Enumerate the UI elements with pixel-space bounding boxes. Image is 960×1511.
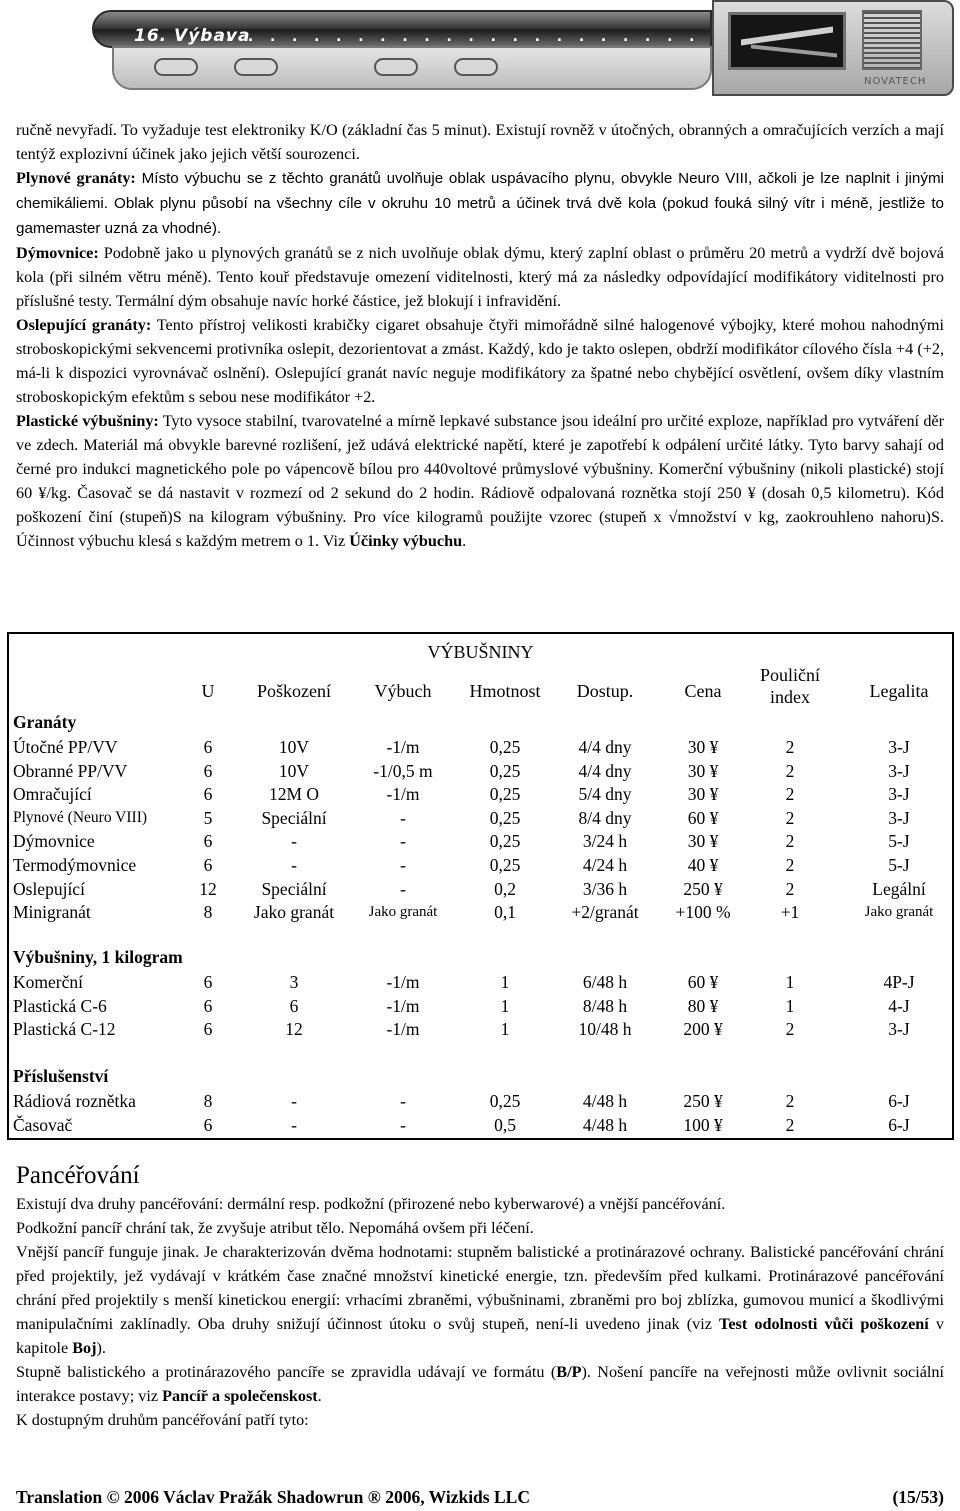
table-section-heading: Granáty (13, 712, 77, 732)
table-cell: 6 (203, 995, 213, 1016)
plastic-paragraph (16, 409, 944, 553)
table-cell: 5/4 dny (578, 784, 632, 805)
column-header: Dostup. (576, 681, 634, 701)
table-cell: 80 ¥ (687, 995, 719, 1016)
smoke-heading: Dýmovnice: (16, 244, 99, 262)
table-section-heading: Příslušenství (13, 1066, 109, 1086)
armor-p3-mid: v kapitole (16, 1315, 944, 1357)
table-row-label: Termodýmovnice (13, 855, 137, 875)
column-header: Poškození (257, 681, 331, 701)
table-cell: -1/m (386, 1019, 420, 1040)
table-cell: 1 (785, 995, 795, 1016)
table-section-heading: Výbušniny, 1 kilogram (13, 947, 183, 967)
gas-grenades-text-sans: Místo výbuchu se z těchto granátů uvolňuje oblak uspávacího plynu, obvykle Neuro VIII, ačkoli je lze naplnit i jinými chemikáliemi. (16, 170, 945, 212)
table-cell: +2/granát (571, 902, 639, 923)
body-text (16, 118, 944, 553)
table-row-label: Útočné PP/VV (13, 737, 118, 757)
table-cell: 0,25 (489, 1091, 521, 1111)
brand-logo: NOVATECH (864, 76, 927, 87)
column-header: Výbuch (374, 681, 432, 701)
combat-link[interactable]: Boj (72, 1339, 97, 1357)
table-cell: 0,25 (489, 831, 521, 852)
table-cell: 0,2 (494, 878, 516, 899)
table-cell: 0,25 (489, 807, 521, 828)
table-cell: - (400, 807, 406, 828)
flash-text: Tento přístroj velikosti krabičky cigaret obsahuje čtyři mimořádně silné halogenové výbojky, které mohou nahodnými stroboskopickými sekvencemi protivníka oslepit, dezorientovat a zmást. Každý, kdo je takto oslepen, obdrží modifikátor cílového čísla +4 (+2, má-li k dispozici vyrovnávač oslnění). Oslepující granát navíc neguje modifikátory za špatné nebo chybějící osvětlení, ovšem díky vlastním stroboskopickým efektům s sebou nese modifikátor +2. (16, 316, 944, 406)
table-cell: -1/m (386, 995, 420, 1016)
table-cell: 2 (785, 784, 795, 805)
table-cell: 10V (278, 737, 310, 757)
table-cell: 0,1 (494, 902, 516, 923)
table-cell: 3-J (888, 737, 910, 757)
table-cell: 5 (203, 807, 213, 828)
table-cell: 2 (785, 807, 795, 828)
blast-effects-link[interactable]: Účinky výbuchu (349, 532, 463, 550)
table-cell: 0,25 (489, 784, 521, 805)
table-cell: 2 (785, 760, 795, 781)
table-cell: Jako granát (864, 904, 934, 921)
footer-copyright: Translation © 2006 Václav Pražák Shadowrun ® 2006, Wizkids LLC (16, 1487, 530, 1507)
smoke-paragraph (16, 241, 944, 313)
page-footer (16, 1487, 944, 1508)
table-cell: 8 (203, 902, 213, 923)
table-cell: - (400, 1091, 406, 1111)
table-cell: 6-J (888, 1091, 910, 1111)
table-cell: 12 (199, 878, 217, 899)
armor-p5: K dostupným druhům pancéřování patří tyto: (16, 1411, 309, 1429)
table-cell: 4-J (888, 995, 910, 1016)
tray-button-icon (234, 58, 278, 76)
table-cell: 12M O (268, 784, 320, 805)
table-row-label: Oslepující (13, 878, 85, 899)
chapter-title: 16. Výbava (134, 26, 251, 46)
table-cell: 100 ¥ (683, 1114, 723, 1135)
table-cell: 6 (289, 995, 299, 1016)
flash-heading: Oslepující granáty: (16, 316, 152, 334)
table-row-label: Komerční (13, 972, 83, 992)
speaker-grille-icon (862, 10, 922, 70)
plastic-heading: Plastické výbušniny: (16, 412, 159, 430)
table-cell: 3-J (888, 760, 910, 781)
table-cell: 1 (500, 995, 510, 1016)
armor-p3 (16, 1240, 944, 1360)
table-cell: 6 (203, 831, 213, 852)
table-cell: 200 ¥ (683, 1019, 723, 1040)
table-cell: 6-J (888, 1114, 910, 1135)
table-cell: 5-J (888, 855, 910, 875)
table-cell: 2 (785, 1019, 795, 1040)
table-cell: - (400, 878, 406, 899)
title-dots: . . . . . . . . . . . . . . . . . . . . . . (224, 27, 699, 45)
table-cell: 2 (785, 1114, 795, 1135)
table-row-label: Časovač (13, 1114, 73, 1135)
table-cell: 3-J (888, 784, 910, 805)
gas-grenades-heading: Plynové granáty: (16, 169, 136, 187)
table-cell: 6 (203, 972, 213, 992)
table-cell: 8/4 dny (578, 807, 632, 828)
table-cell: 6 (203, 855, 213, 875)
device-panel (712, 0, 954, 96)
table-cell: 60 ¥ (687, 807, 719, 828)
table-cell: - (291, 831, 297, 852)
table-cell: 6 (203, 737, 213, 757)
table-cell: Speciální (261, 878, 327, 899)
table-title: VÝBUŠNINY (427, 642, 534, 662)
column-header: Pouliční index (759, 665, 820, 707)
table-cell: 250 ¥ (683, 1091, 723, 1111)
table-cell: +100 % (675, 902, 731, 923)
table-cell: Legální (872, 878, 926, 899)
table-cell: -1/m (386, 972, 420, 992)
table-cell: - (291, 1091, 297, 1111)
armor-section (16, 1160, 944, 1432)
table-cell: 10V (278, 760, 310, 781)
table-cell: - (291, 1114, 297, 1135)
table-cell: 0,25 (489, 855, 521, 875)
table-cell: 1 (500, 972, 510, 992)
table-cell: 3/36 h (582, 878, 628, 899)
table-cell: 2 (785, 1091, 795, 1111)
table-cell: 3 (289, 972, 299, 992)
table-cell: 0,25 (489, 737, 521, 757)
table-cell: - (400, 855, 406, 875)
table-cell: +1 (780, 902, 800, 923)
table-row-label: Plastická C-12 (13, 1019, 116, 1040)
smoke-text: Podobně jako u plynových granátů se z nich uvolňuje oblak dýmu, který zaplní oblast o průměru 20 metrů a vydrží dvě bojová kola (při silném větru méně). Tento kouř představuje omezení viditelnosti, který má za následky odpovídající modifikátory viditelnosti pro příslušné testy. Termální dým obsahuje navíc horké částice, jež blokují i infravidění. (16, 244, 944, 310)
banner-tray (112, 46, 712, 90)
table-cell: 6 (203, 760, 213, 781)
table-cell: 8/48 h (582, 995, 628, 1016)
armor-p1: Existují dva druhy pancéřování: dermální resp. podkožní (přirozené nebo kyberwarové) a vnější pancéřování. (16, 1195, 726, 1213)
table-cell: 60 ¥ (687, 972, 719, 992)
table-cell: 30 ¥ (687, 760, 719, 781)
table-cell: 2 (785, 737, 795, 757)
armor-p3-end: ). (96, 1339, 106, 1357)
table-cell: Jako granát (368, 904, 438, 921)
table-cell: 5-J (888, 831, 910, 852)
armor-p4-text: Stupně balistického a protinárazového pancíře se zpravidla udávají ve formátu ( (16, 1363, 557, 1381)
bp-format: B/P (556, 1363, 582, 1381)
table-cell: 2 (785, 878, 795, 899)
column-header: U (201, 681, 215, 701)
explosives-table (7, 632, 954, 1140)
table-cell: 4/4 dny (578, 737, 632, 757)
armor-p2: Podkožní pancíř chrání tak, že zvyšuje atribut tělo. Nepomáhá ovšem při léčení. (16, 1219, 534, 1237)
table-cell: - (291, 855, 297, 875)
table-row-label: Dýmovnice (13, 831, 95, 852)
table-cell: 6 (203, 1019, 213, 1040)
plastic-text: Tyto vysoce stabilní, tvarovatelné a mírně lepkavé substance jsou ideální pro určité exploze, například pro vytváření děr ve zdech. Materiál má obvykle barevné rozlišení, jež udává elektrické napětí, které je zapotřebí k odpálení určité látky. Tyto barvy sahají od černé pro indukci magnetického pole po vápencově bílou pro 440voltové průmyslové výbušniny. Komerční výbušniny (nikoli plastické) stojí 60 ¥/kg. Časovač se dá nastavit v rozmezí od 2 sekund do 2 hodin. Rádiově odpalovaná roznětka stojí 250 ¥ (dosah 0,5 kilometru). Kód poškození činí (stupeň)S na kilogram výbušniny. Pro více kilogramů použijte vzorec (stupeň x √množství v kg, zaokrouhleno nahoru)S. Účinnost výbuchu klesá s každým metrem o 1. Viz (16, 412, 944, 550)
column-header: Hmotnost (469, 681, 541, 701)
table-cell: 12 (285, 1019, 303, 1040)
table-cell: 0,5 (494, 1114, 516, 1135)
page-number: (15/53) (892, 1487, 944, 1507)
table-cell: - (400, 831, 406, 852)
table-cell: 6 (203, 784, 213, 805)
header-banner (92, 0, 960, 98)
table-cell: 4/48 h (582, 1114, 628, 1135)
table-cell: 30 ¥ (687, 831, 719, 852)
armor-social-link[interactable]: Pancíř a společenskost (162, 1387, 318, 1405)
table-row-label: Obranné PP/VV (13, 760, 128, 781)
tray-button-icon (154, 58, 198, 76)
armor-p4-end: . (317, 1387, 322, 1405)
table-cell: 4P-J (883, 972, 915, 992)
table-cell: -1/0,5 m (373, 760, 433, 781)
table-cell: Speciální (261, 807, 327, 828)
table-cell: 30 ¥ (687, 784, 719, 805)
gas-grenades-text: Oblak plynu působí na všechny cíle v okruhu 10 metrů a účinek trvá dvě kola (pokud fouká silný vítr i méně, jestliže to gamemaster uzná za vhodné). (16, 195, 944, 237)
damage-resistance-link[interactable]: Test odolnosti vůči poškození (719, 1315, 929, 1333)
table-cell: 10/48 h (578, 1019, 632, 1040)
table-cell: 2 (785, 855, 795, 875)
tray-button-icon (374, 58, 418, 76)
table-cell: 0,25 (489, 760, 521, 781)
table-cell: -1/m (386, 784, 420, 805)
chapter-title-bar (92, 10, 712, 48)
table-cell: 1 (785, 972, 795, 992)
table-cell: Jako granát (253, 902, 335, 923)
plastic-end: . (462, 532, 467, 550)
table-row-label: Plynové (Neuro VIII) (13, 808, 148, 826)
table-cell: 30 ¥ (687, 737, 719, 757)
table-row-label: Rádiová roznětka (13, 1091, 136, 1111)
gas-grenades-paragraph (16, 166, 944, 241)
flash-paragraph (16, 313, 944, 409)
table-cell: 3/24 h (582, 831, 628, 852)
armor-p4 (16, 1360, 944, 1408)
armor-heading: Pancéřování (16, 1162, 140, 1189)
table-cell: 1 (500, 1019, 510, 1040)
table-row-label: Minigranát (13, 902, 91, 923)
table-cell: 250 ¥ (683, 878, 723, 899)
armor-p3-text: Vnější pancíř funguje jinak. Je charakterizován dvěma hodnotami: stupněm balistické a protinárazové ochrany. Balistické pancéřování chrání před projektily, jež vydávají v krátkém čase značné množství kinetické energie, tzn. především před kulkami. Protinárazové pancéřování chrání před projektily s menší kinetickou energií: vrhacími zbraněmi, výbušninami, zbraněmi pro boj zblízka, gumovou municí a škodlivými manipulačními zaklínadly. Oba druhy snižují účinnost útoku o svůj stupeň, není-li uvedeno jinak (viz (16, 1243, 944, 1333)
intro-paragraph: ručně nevyřadí. To vyžaduje test elektroniky K/O (základní čas 5 minut). Existují rovněž v útočných, obranných a omračujících verzích a mají tentýž explozivní účinek jako jejich větší sourozenci. (16, 121, 944, 163)
table-cell: 6 (203, 1114, 213, 1135)
table-cell: 3-J (888, 1019, 910, 1040)
tray-button-icon (454, 58, 498, 76)
table-row-label: Omračující (13, 784, 92, 805)
table-cell: 4/48 h (582, 1091, 628, 1111)
table-cell: 4/24 h (582, 855, 628, 875)
table-cell: 3-J (888, 807, 910, 828)
table-row-label: Plastická C-6 (13, 995, 107, 1016)
device-screen-icon (728, 12, 846, 70)
table-cell: 2 (785, 831, 795, 852)
armor-p4-mid: ). Nošení pancíře na veřejnosti může ovlivnit sociální interakce postavy; viz (16, 1363, 944, 1405)
table-cell: - (400, 1114, 406, 1135)
table-cell: 40 ¥ (687, 855, 719, 875)
table-cell: 6/48 h (582, 972, 628, 992)
table-cell: 8 (203, 1091, 213, 1111)
column-header: Cena (684, 681, 722, 701)
table-cell: -1/m (386, 737, 420, 757)
column-header: Legalita (869, 681, 929, 701)
table-cell: 4/4 dny (578, 760, 632, 781)
